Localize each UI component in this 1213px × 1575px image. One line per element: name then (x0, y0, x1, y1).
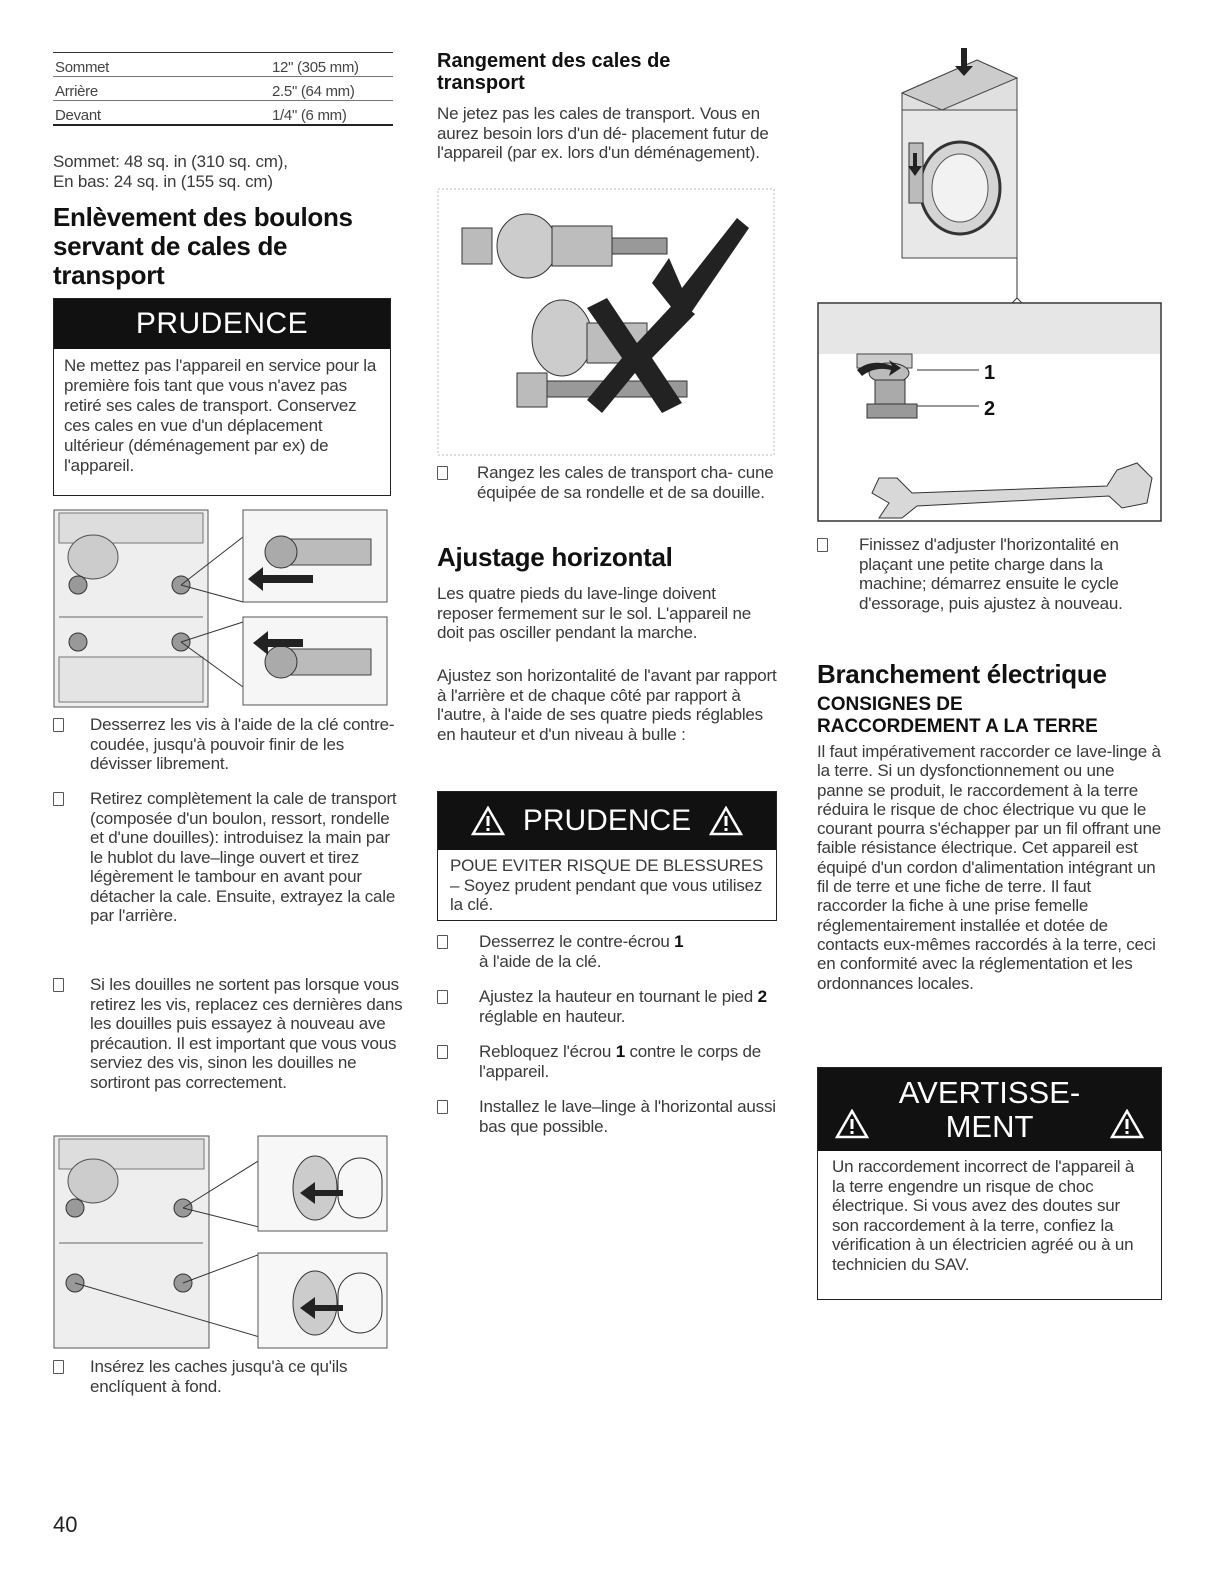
callout-number: 2 (757, 987, 767, 1006)
bullet-text: Finissez d'adjuster l'horizontalité en plaçant une petite charge dans la machine; démarrez ensuite le cycle d'essorage, puis ajustez à nouveau. (859, 535, 1123, 613)
step-text: Rebloquez l'écrou (479, 1042, 612, 1061)
checkbox-bullet-icon (437, 1045, 448, 1059)
row-value: 12" (305 mm) (272, 59, 359, 76)
table-row (53, 52, 393, 77)
list-item (437, 987, 777, 1031)
caution-box (437, 791, 777, 921)
leveling-foot-illustration (817, 48, 1162, 523)
subheading-grounding (817, 694, 1162, 738)
section-heading-storage: Rangement des cales de transport (437, 50, 671, 94)
checkbox-bullet-icon (437, 990, 448, 1004)
list-item (53, 789, 405, 969)
warning-title-line: MENT (945, 1108, 1034, 1144)
page-number: 40 (53, 1512, 78, 1537)
note-line: En bas: 24 sq. in (155 sq. cm) (53, 171, 273, 191)
caution-title: PRUDENCE (522, 804, 692, 837)
caution-text: POUE EVITER RISQUE DE BLESSURES – Soyez prudent pendant que vous utilisez la clé. (450, 856, 764, 914)
bullet-text: Insérez les caches jusqu'à ce qu'ils enclíquent à fond. (90, 1357, 348, 1396)
subheading-line: CONSIGNES DE (817, 694, 963, 715)
caution-text: Ne mettez pas l'appareil en service pour la première fois tant que vous n'avez pas retiré ses cales de transport. Conservez ces cales en vue d'un déplacement ultérieur (déménagement par ex) de l'appareil. (64, 356, 377, 475)
step-text: Desserrez le contre-écrou (479, 932, 670, 951)
checkbox-bullet-icon (53, 792, 64, 806)
checkbox-bullet-icon (53, 1360, 64, 1374)
checkbox-bullet-icon (437, 935, 448, 949)
callout-label-2: 2 (984, 398, 996, 420)
checkbox-bullet-icon (53, 718, 64, 732)
warning-triangle-icon (1110, 1109, 1144, 1139)
list-item (53, 1357, 398, 1401)
bullet-text: Si les douilles ne sortent pas lorsque vous retirez les vis, replacez ces dernières dans les douilles puis essayez à nouveau ave précaution. Il est important que vous vous serviez des vis, sinon les douilles ne sortiront pas correctement. (90, 975, 403, 1092)
row-label: Arrière (55, 83, 98, 100)
callout-number: 1 (615, 1042, 625, 1061)
table-row (53, 77, 393, 101)
cover-cap-illustration (53, 1133, 389, 1351)
bolt-storage-illustration (437, 188, 775, 456)
callout-label-1: 1 (984, 362, 996, 384)
row-value: 1/4" (6 mm) (272, 107, 347, 124)
bolt-loosening-illustration (53, 507, 389, 709)
warning-header (818, 1068, 1161, 1151)
warning-title-line: AVERTISSE- (898, 1074, 1081, 1110)
caution-box (53, 298, 391, 496)
checkbox-bullet-icon (817, 538, 828, 552)
table-row (53, 101, 393, 126)
warning-title (899, 1076, 1080, 1144)
bullet-text: Rangez les cales de transport cha- cune équipée de sa rondelle et de sa douille. (477, 463, 774, 502)
clearance-table (53, 52, 393, 126)
checkbox-bullet-icon (437, 1100, 448, 1114)
row-value: 2.5" (64 mm) (272, 83, 355, 100)
step-text: réglable en hauteur. (479, 1006, 626, 1026)
step-text: contre le corps de l'appareil. (479, 1042, 762, 1081)
row-label: Sommet (55, 59, 110, 76)
checkbox-bullet-icon (437, 466, 448, 480)
subheading-line: RACCORDEMENT A LA TERRE (817, 716, 1098, 737)
callout-number: 1 (674, 932, 684, 951)
grounding-para: Il faut impérativement raccorder ce lave-linge à la terre. Si un dysfonctionnement ou une panne se produit, le raccordement à la terre réduira le risque de choc électrique vu que le courant pourra s'échapper par un fil offrant une faible résistance électrique. Cet appareil est équipé d'un cordon d'alimentation intégrant un fil de terre et une fiche de terre. Il faut raccorder la fiche à une prise femelle réglementairement installée et dotée de contacts eux-mêmes raccordés à la terre, ceci en conformité avec la réglementation et les ordonnances locales. (817, 742, 1161, 993)
storage-intro: Ne jetez pas les cales de transport. Vous en aurez besoin lors d'un dé- placement futur de l'appareil (par ex. lors d'un déménagement). (437, 104, 769, 162)
list-item (53, 975, 403, 1125)
list-item (53, 715, 398, 781)
warning-triangle-icon (471, 806, 505, 836)
bullet-text: Installez le lave–linge à l'horizontal aussi bas que possible. (479, 1097, 776, 1136)
bullet-text: Retirez complètement la cale de transport (composée d'un boulon, ressort, rondelle et d'une douilles): introduisez la main par le hublot du lave–linge ouvert et tirez légèrement le tambour en avant pour détacher la cale. Ensuite, extrayez la cale par l'arrière. (90, 789, 397, 925)
step-text: Ajustez la hauteur en tournant le pied (479, 987, 754, 1006)
list-item (437, 1097, 777, 1141)
warning-triangle-icon (835, 1109, 869, 1139)
caution-title: PRUDENCE (54, 299, 390, 349)
note-line: Sommet: 48 sq. in (310 sq. cm), (53, 152, 288, 171)
list-item (437, 463, 777, 529)
row-label: Devant (55, 107, 101, 124)
bullet-text: Desserrez les vis à l'aide de la clé contre-coudée, jusqu'à pouvoir finir de les dévisser librement. (90, 715, 395, 773)
leveling-para-2: Ajustez son horizontalité de l'avant par rapport à l'arrière et de chaque côté par rapport à l'autre, à l'aide de ses quatre pieds réglables en hauteur et d'un niveau à bulle : (437, 666, 777, 744)
caution-header (438, 792, 776, 850)
section-heading-electrical: Branchement électrique (817, 659, 1107, 689)
warning-triangle-icon (709, 806, 743, 836)
warning-text: Un raccordement incorrect de l'appareil à la terre engendre un risque de choc électrique. Si vous avez des doutes sur son raccordement à la terre, confiez la vérification à un électricien agréé ou à un technicien du SAV. (832, 1157, 1135, 1274)
list-item (817, 535, 1162, 645)
warning-box (817, 1067, 1162, 1300)
list-item (437, 1042, 777, 1086)
list-item (437, 932, 777, 976)
section-heading-leveling: Ajustage horizontal (437, 542, 673, 572)
checkbox-bullet-icon (53, 978, 64, 992)
section-heading-bolt-removal: Enlèvement des boulons servant de cales de transport (53, 202, 353, 290)
step-text: à l'aide de la clé. (479, 951, 602, 971)
leveling-para-1: Les quatre pieds du lave-linge doivent reposer fermement sur le sol. L'appareil ne doit pas osciller pendant la marche. (437, 584, 752, 642)
ventilation-note (53, 152, 393, 191)
